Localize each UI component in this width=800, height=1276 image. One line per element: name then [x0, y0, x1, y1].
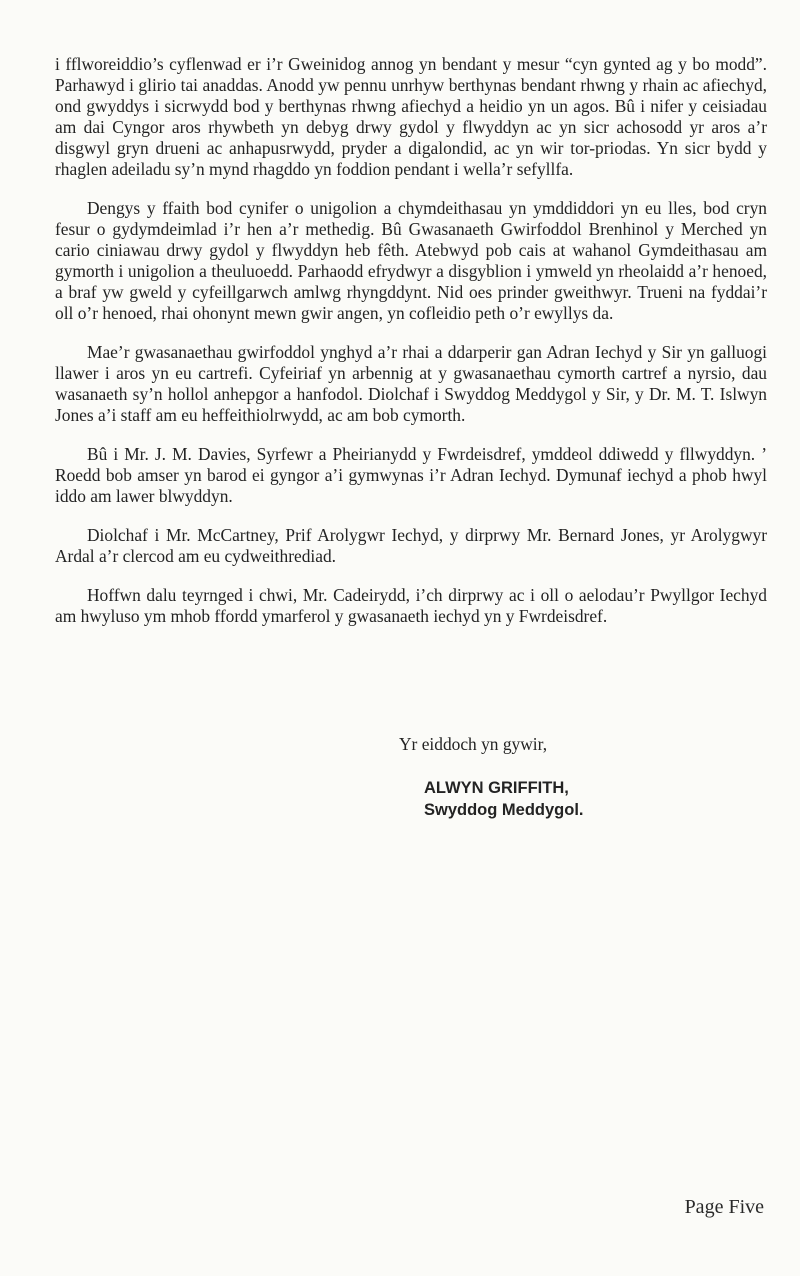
- closing-salutation: Yr eiddoch yn gywir,: [399, 734, 548, 754]
- page-number: Page Five: [684, 1196, 764, 1218]
- signature-title: Swyddog Meddygol.: [424, 801, 584, 819]
- signature-name: ALWYN GRIFFITH,: [424, 779, 569, 797]
- paragraph-thanks-inspectors: Diolchaf i Mr. McCartney, Prif Arolygwr Iechyd, y dirprwy Mr. Bernard Jones, yr Arolygwyr Ardal a’r clercod am eu cydweithrediad.: [55, 525, 767, 566]
- paragraph-elderly-welfare: Dengys y ffaith bod cynifer o unigolion a chymdeithasau yn ymddiddori yn eu lles, bod cryn fesur o gydymdeimlad i’r hen a’r methedig. Bû Gwasanaeth Gwirfoddol Brenhinol y Merched yn cario ciniawau drwy gydol y flwyddyn heb fêth. Atebwyd pob cais at wahanol Gymdeithasau am gymorth i unigolion a theuluoedd. Parhaodd efrydwyr a disgyblion i ymweld yn rheolaidd a’r henoed, a braf yw gweld y cyfeillgarwch amlwg rhyngddynt. Nid oes prinder gweithwyr. Trueni na fyddai’r oll o’r henoed, rhai ohonynt mewn gwir angen, yn cofleidio peth o’r ewyllys da.: [55, 198, 767, 323]
- paragraph-tribute-committee: Hoffwn dalu teyrnged i chwi, Mr. Cadeirydd, i’ch dirprwy ac i oll o aelodau’r Pwyllgor Iechyd am hwyluso ym mhob ffordd ymarferol y gwasanaeth iechyd yn y Fwrdeisdref.: [55, 585, 767, 626]
- paragraph-housing: i fflworeiddio’s cyflenwad er i’r Gweinidog annog yn bendant y mesur “cyn gynted ag y bo modd”. Parhawyd i glirio tai anaddas. Anodd yw pennu unrhyw berthynas bendant rhwng y rhain ac afiechyd, ond gwyddys i sicrwydd bod y berthynas rhwng afiechyd a heidio yn un agos. Bû i nifer y ceisiadau am dai Cyngor aros rhywbeth yn debyg drwy gydol y flwyddyn ac yn sicr achosodd yr aros a’r disgwyl gryn drueni ac anhapusrwydd, pryder a digalondid, ac yn wir tor-priodas. Yn sicr bydd y rhaglen adeiladu sy’n mynd rhagddo yn foddion pendant i wella’r sefyllfa.: [55, 54, 767, 179]
- signature-block: [424, 777, 584, 821]
- paragraph-voluntary-services: Mae’r gwasanaethau gwirfoddol ynghyd a’r rhai a ddarperir gan Adran Iechyd y Sir yn galluogi llawer i aros yn eu cartrefi. Cyfeiriaf yn arbennig at y gwasanaethau cymorth cartref a nyrsio, dau wasanaeth sy’n hollol anhepgor a hanfodol. Diolchaf i Swyddog Meddygol y Sir, y Dr. M. T. Islwyn Jones a’i staff am eu heffeithiolrwydd, ac am bob cymorth.: [55, 342, 767, 425]
- paragraph-surveyor-retirement: Bû i Mr. J. M. Davies, Syrfewr a Pheirianydd y Fwrdeisdref, ymddeol ddiwedd y fllwyddyn. ’ Roedd bob amser yn barod ei gyngor a’i gymwynas i’r Adran Iechyd. Dymunaf iechyd a phob hwyl iddo am lawer blwyddyn.: [55, 444, 767, 506]
- letter-body: [55, 54, 767, 645]
